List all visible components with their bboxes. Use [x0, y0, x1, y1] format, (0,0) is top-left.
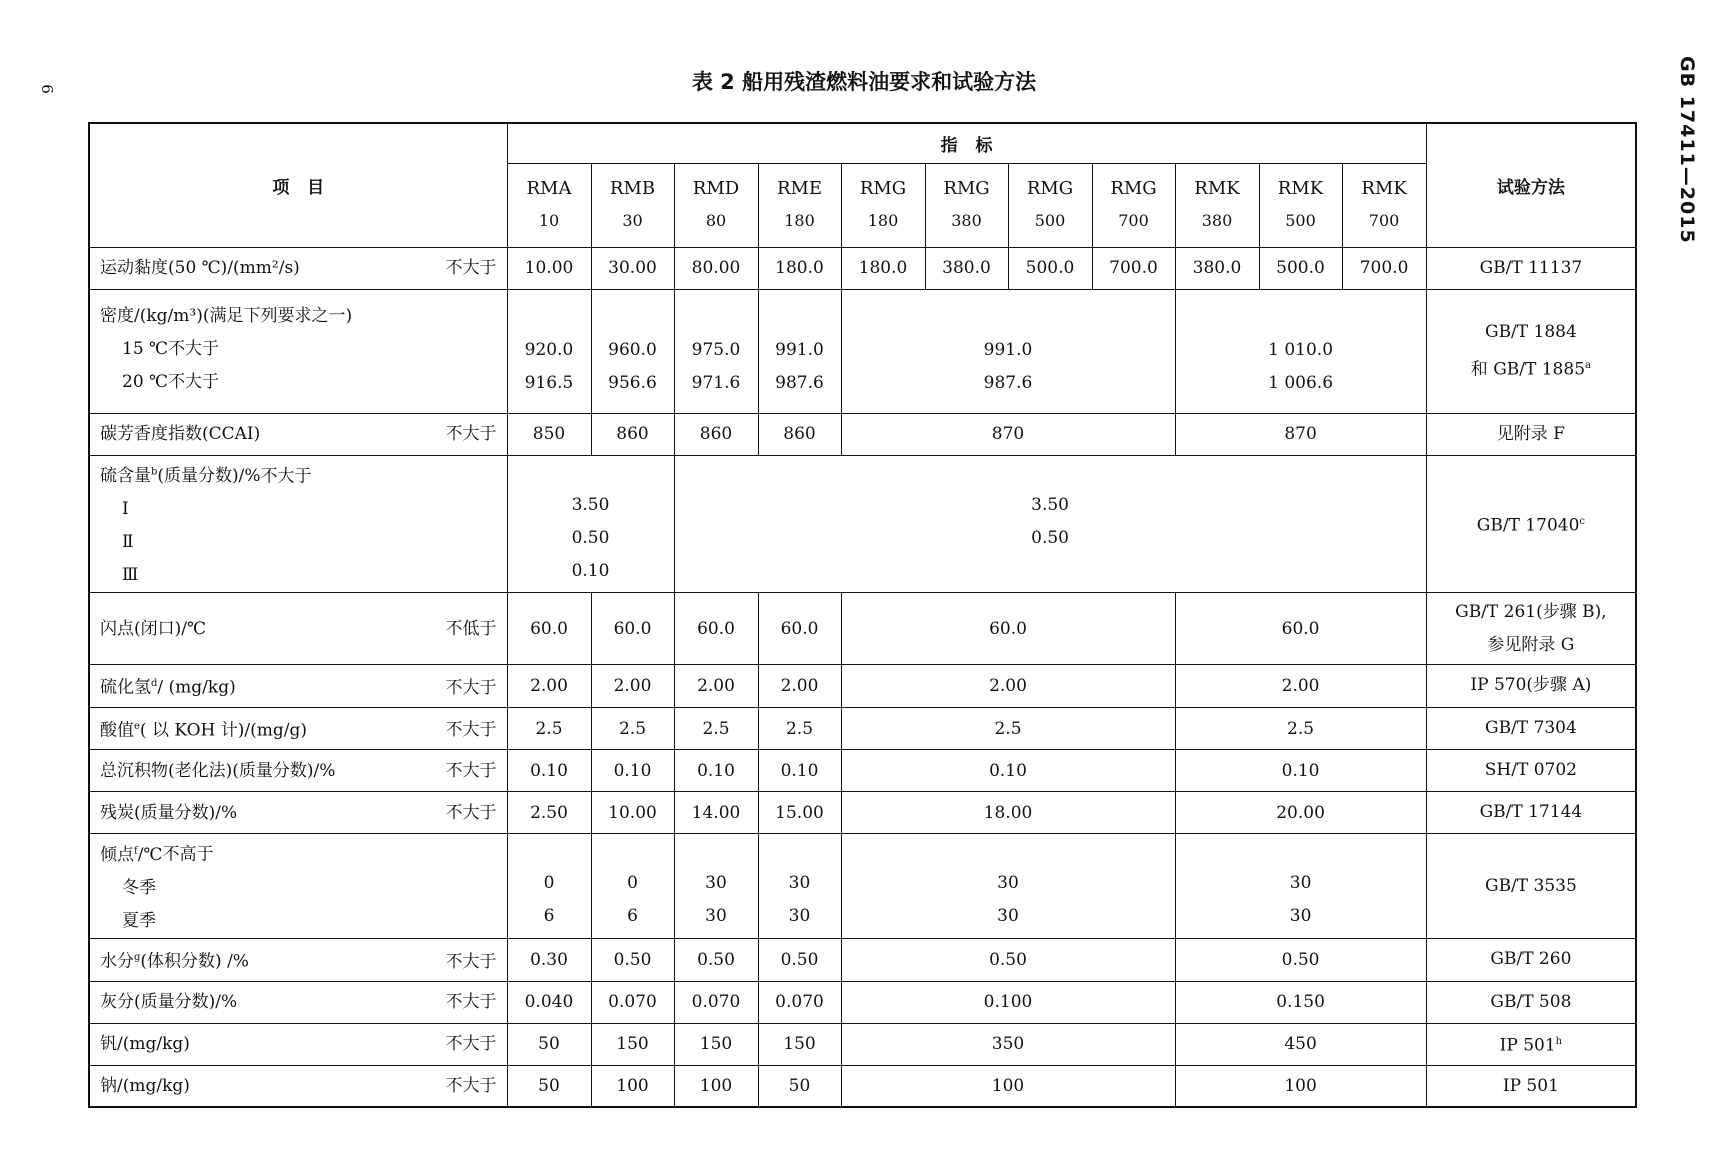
footnote-mark: d — [151, 678, 158, 690]
grade-name: RMK — [1277, 178, 1324, 199]
grade-number: 380 — [1201, 211, 1233, 230]
grade-number: 30 — [622, 211, 643, 230]
value-winter: 30 — [1289, 873, 1312, 894]
value-cell: 2.5 — [841, 707, 1175, 750]
value-cell: 80.00 — [674, 247, 758, 289]
item-label-text: 硫化氢 — [100, 677, 151, 698]
item-cell — [89, 834, 507, 939]
grade-header — [841, 163, 925, 247]
value-summer: 30 — [788, 906, 811, 927]
value-cell: 60.0 — [758, 593, 841, 665]
value-cell: 50 — [507, 1023, 591, 1065]
value-cell: 2.00 — [507, 665, 591, 708]
sulfur-value: 0.10 — [571, 560, 610, 581]
standard-code: GB 17411—2015 — [1676, 56, 1698, 244]
grade-name: RMA — [526, 178, 572, 199]
value-cell: 15.00 — [758, 792, 841, 834]
row-sulfur — [89, 455, 1636, 593]
item-cell — [89, 247, 507, 289]
value-summer: 30 — [1289, 906, 1312, 927]
item-label-text: 水分 — [100, 951, 134, 972]
method-text: GB/T 17040 — [1476, 515, 1580, 536]
grade-number: 10 — [538, 211, 560, 230]
grade-header — [591, 163, 674, 247]
value-cell: 2.5 — [758, 707, 841, 750]
item-label — [100, 939, 249, 981]
item-cell — [89, 289, 507, 413]
row-pour-point — [89, 834, 1636, 939]
value-cell: 0.10 — [1175, 750, 1426, 792]
value-cell — [674, 834, 758, 939]
limit-label: 不大于 — [445, 720, 497, 741]
value-cell: 0.150 — [1175, 981, 1426, 1023]
limit-label: 不大于 — [445, 992, 497, 1013]
value-cell: 500.0 — [1259, 247, 1342, 289]
item-label: 钠/(mg/kg) — [100, 1076, 190, 1097]
value-cell — [841, 289, 1175, 413]
value-cell: 0.070 — [674, 981, 758, 1023]
value-20c: 971.6 — [691, 373, 741, 393]
value-cell: 0.50 — [758, 939, 841, 982]
value-cell: 180.0 — [758, 247, 841, 289]
value-cell: 350 — [841, 1023, 1175, 1065]
method-cell — [1426, 593, 1636, 665]
sub-label-winter: 冬季 — [122, 878, 156, 899]
value-cell: 60.0 — [507, 593, 591, 665]
row-sediment — [89, 750, 1636, 792]
value-summer: 6 — [627, 906, 638, 927]
item-cell — [89, 939, 507, 982]
grade-number: 700 — [1118, 211, 1149, 230]
value-cell: 20.00 — [1175, 792, 1426, 834]
item-label — [100, 708, 307, 750]
value-cell: 2.00 — [674, 665, 758, 708]
item-label — [100, 466, 261, 486]
value-summer: 30 — [997, 906, 1019, 927]
method-line: GB/T 261(步骤 B), — [1455, 601, 1607, 622]
value-winter: 30 — [788, 873, 811, 894]
value-cell — [591, 834, 674, 939]
value-cell: 2.00 — [758, 665, 841, 708]
item-label: 密度/(kg/m³)(满足下列要求之一) — [100, 305, 353, 326]
value-cell: 60.0 — [591, 593, 674, 665]
value-cell: 450 — [1175, 1023, 1426, 1065]
item-label: 碳芳香度指数(CCAI) — [100, 424, 261, 444]
value-cell: 18.00 — [841, 792, 1175, 834]
value-cell: 0.10 — [507, 750, 591, 792]
value-summer: 6 — [543, 906, 555, 927]
grade-name: RMG — [943, 178, 990, 199]
method-cell: GB/T 17144 — [1426, 792, 1636, 834]
footnote-mark: e — [134, 720, 140, 732]
value-cell: 60.0 — [841, 593, 1175, 665]
grade-header — [507, 163, 591, 247]
value-cell: 700.0 — [1092, 247, 1175, 289]
footnote-mark: b — [151, 466, 158, 478]
value-winter: 30 — [705, 873, 727, 894]
method-cell: GB/T 260 — [1426, 939, 1636, 982]
item-label: 运动黏度(50 ℃)/(mm²/s) — [100, 258, 300, 278]
item-label: 钒/(mg/kg) — [100, 1034, 190, 1055]
grade-name: RMB — [609, 178, 656, 199]
value-cell: 380.0 — [925, 247, 1008, 289]
value-20c: 956.6 — [608, 373, 657, 393]
value-cell — [758, 834, 841, 939]
item-label-unit: (质量分数)/% — [157, 466, 261, 487]
item-label-unit: / (mg/kg) — [157, 677, 236, 698]
limit-label: 不大于 — [445, 1076, 497, 1097]
value-cell — [507, 289, 591, 413]
footnote-mark: f — [134, 845, 138, 857]
grade-number: 180 — [867, 211, 899, 230]
value-20c: 916.5 — [524, 373, 574, 393]
value-cell: 100 — [591, 1065, 674, 1107]
item-label: 闪点(闭口)/℃ — [100, 618, 207, 639]
item-cell — [89, 455, 507, 593]
item-label — [100, 665, 236, 707]
spec-table — [88, 122, 1637, 1108]
value-cell: 2.50 — [507, 792, 591, 834]
item-label: 灰分(质量分数)/% — [100, 992, 238, 1013]
sub-label-20c: 20 ℃ — [122, 371, 169, 392]
page-number: 6 — [37, 84, 56, 94]
limit-label: 不大于 — [445, 258, 497, 278]
footnote-mark: g — [134, 952, 141, 964]
value-cell: 500.0 — [1008, 247, 1092, 289]
grade-name: RMG — [859, 178, 907, 199]
row-ash — [89, 981, 1636, 1023]
grade-header — [674, 163, 758, 247]
grade-header — [1342, 163, 1426, 247]
method-cell — [1426, 289, 1636, 413]
sulfur-grade-2: Ⅱ — [122, 532, 134, 553]
value-cell: 0.10 — [841, 750, 1175, 792]
grade-name: RMK — [1194, 178, 1240, 199]
value-cell: 150 — [674, 1023, 758, 1065]
sulfur-value: 0.50 — [571, 527, 610, 548]
limit-label: 不大于 — [445, 760, 497, 781]
value-cell: 0.50 — [674, 939, 758, 982]
item-cell — [89, 1023, 507, 1065]
value-cell: 0.30 — [507, 939, 591, 982]
footnote-mark: a — [1585, 359, 1591, 371]
item-cell — [89, 707, 507, 750]
value-cell: 0.10 — [674, 750, 758, 792]
value-cell — [674, 455, 1426, 593]
item-label: 总沉积物(老化法)(质量分数)/% — [100, 760, 336, 781]
value-cell: 2.5 — [674, 707, 758, 750]
row-sodium — [89, 1065, 1636, 1107]
method-line: GB/T 1884 — [1484, 321, 1577, 342]
grade-name: RME — [776, 178, 823, 199]
grade-number: 80 — [705, 211, 727, 230]
value-cell: 870 — [841, 413, 1175, 455]
value-20c: 1 006.6 — [1268, 373, 1334, 393]
grade-header — [1175, 163, 1259, 247]
row-flash-point — [89, 593, 1636, 665]
value-cell: 2.5 — [507, 707, 591, 750]
method-cell: IP 501 — [1426, 1065, 1636, 1107]
grade-name: RMG — [1026, 178, 1074, 199]
method-text: IP 501 — [1499, 1036, 1556, 1057]
value-cell: 0.10 — [758, 750, 841, 792]
limit-label: 不大于 — [168, 371, 220, 392]
value-cell: 180.0 — [841, 247, 925, 289]
value-cell: 860 — [591, 413, 674, 455]
grade-header — [1092, 163, 1175, 247]
grade-header — [758, 163, 841, 247]
item-label-text: 酸值 — [100, 720, 134, 741]
sulfur-grade-3: Ⅲ — [122, 565, 139, 586]
value-cell: 0.100 — [841, 981, 1175, 1023]
limit-label: 不大于 — [168, 338, 220, 359]
grade-number: 700 — [1368, 211, 1400, 230]
row-vanadium — [89, 1023, 1636, 1065]
item-cell — [89, 665, 507, 708]
row-density — [89, 289, 1636, 413]
value-cell: 860 — [674, 413, 758, 455]
item-cell — [89, 413, 507, 455]
limit-label: 不高于 — [162, 845, 214, 866]
limit-label: 不低于 — [445, 618, 497, 639]
item-cell — [89, 792, 507, 834]
value-cell — [1175, 289, 1426, 413]
method-cell: GB/T 7304 — [1426, 707, 1636, 750]
item-label: 残炭(质量分数)/% — [100, 802, 238, 823]
value-cell: 14.00 — [674, 792, 758, 834]
method-cell: GB/T 3535 — [1426, 834, 1636, 939]
value-20c: 987.6 — [775, 373, 824, 393]
value-cell: 100 — [1175, 1065, 1426, 1107]
method-cell: IP 570(步骤 A) — [1426, 665, 1636, 708]
method-line: 参见附录 G — [1487, 634, 1575, 655]
sub-label-15c: 15 ℃ — [122, 338, 169, 359]
row-acid-number — [89, 707, 1636, 750]
value-cell: 850 — [507, 413, 591, 455]
limit-label: 不大于 — [445, 1034, 497, 1055]
limit-label: 不大于 — [445, 802, 497, 823]
value-cell: 100 — [674, 1065, 758, 1107]
value-cell: 2.00 — [841, 665, 1175, 708]
method-line — [1427, 349, 1636, 387]
footnote-mark: h — [1555, 1036, 1563, 1048]
limit-label: 不大于 — [445, 951, 497, 972]
header-row-1 — [89, 123, 1636, 163]
method-cell — [1426, 455, 1636, 593]
value-cell: 10.00 — [507, 247, 591, 289]
value-15c: 1 010.0 — [1268, 340, 1334, 360]
limit-label: 不大于 — [445, 424, 497, 444]
value-cell: 0.50 — [591, 939, 674, 982]
table-title: 表 2 船用残渣燃料油要求和试验方法 — [691, 70, 1037, 94]
value-15c: 991.0 — [983, 340, 1033, 360]
value-cell: 60.0 — [1175, 593, 1426, 665]
item-cell — [89, 750, 507, 792]
limit-label: 不大于 — [445, 677, 497, 698]
value-cell: 700.0 — [1342, 247, 1426, 289]
value-cell: 0.50 — [1175, 939, 1426, 982]
value-cell: 100 — [841, 1065, 1175, 1107]
item-label-text: 硫含量 — [100, 466, 151, 487]
method-text: 和 GB/T 1885 — [1470, 359, 1586, 380]
row-ccai — [89, 413, 1636, 455]
value-cell: 50 — [507, 1065, 591, 1107]
value-cell — [1175, 834, 1426, 939]
header-item: 项 目 — [89, 123, 507, 247]
row-viscosity — [89, 247, 1636, 289]
value-cell: 870 — [1175, 413, 1426, 455]
value-cell: 0.070 — [758, 981, 841, 1023]
sulfur-value: 3.50 — [571, 494, 610, 515]
value-cell: 0.10 — [591, 750, 674, 792]
grade-number: 500 — [1034, 211, 1066, 230]
value-cell: 2.5 — [591, 707, 674, 750]
value-cell: 50 — [758, 1065, 841, 1107]
item-cell — [89, 593, 507, 665]
value-cell: 10.00 — [591, 792, 674, 834]
value-cell — [507, 455, 674, 593]
value-20c: 987.6 — [983, 373, 1033, 393]
item-label-unit: (体积分数) /% — [140, 951, 249, 972]
footnote-mark: c — [1579, 516, 1585, 527]
value-summer: 30 — [705, 906, 727, 927]
method-cell: 见附录 F — [1426, 413, 1636, 455]
value-winter: 0 — [627, 873, 638, 894]
item-label-text: 倾点 — [100, 845, 134, 866]
item-label-unit: /℃ — [137, 845, 163, 866]
sub-label-summer: 夏季 — [122, 911, 156, 932]
value-cell: 0.50 — [841, 939, 1175, 982]
item-label-unit: ( 以 KOH 计)/(mg/g) — [139, 720, 308, 741]
grade-number: 180 — [784, 211, 815, 230]
value-cell: 150 — [591, 1023, 674, 1065]
sulfur-value: 0.50 — [1031, 527, 1069, 548]
value-cell: 2.5 — [1175, 707, 1426, 750]
item-label — [100, 845, 162, 865]
value-15c: 975.0 — [691, 340, 741, 360]
row-carbon-residue — [89, 792, 1636, 834]
value-15c: 920.0 — [524, 340, 574, 360]
value-cell: 2.00 — [591, 665, 674, 708]
sulfur-value: 3.50 — [1031, 494, 1069, 515]
row-h2s — [89, 665, 1636, 708]
grade-name: RMG — [1110, 178, 1157, 199]
value-cell: 2.00 — [1175, 665, 1426, 708]
method-cell: GB/T 11137 — [1426, 247, 1636, 289]
grade-name: RMK — [1361, 178, 1407, 199]
grade-name: RMD — [692, 178, 740, 199]
grade-header — [1008, 163, 1092, 247]
value-cell: 0.070 — [591, 981, 674, 1023]
value-cell: 0.040 — [507, 981, 591, 1023]
value-cell — [507, 834, 591, 939]
grade-number: 500 — [1285, 211, 1316, 230]
header-method: 试验方法 — [1426, 123, 1636, 247]
method-cell: SH/T 0702 — [1426, 750, 1636, 792]
value-cell: 380.0 — [1175, 247, 1259, 289]
value-cell — [674, 289, 758, 413]
sulfur-grade-1: Ⅰ — [122, 499, 129, 520]
value-cell: 860 — [758, 413, 841, 455]
item-cell — [89, 981, 507, 1023]
value-winter: 0 — [543, 873, 555, 894]
method-cell — [1426, 1023, 1636, 1065]
value-cell — [841, 834, 1175, 939]
grade-header — [925, 163, 1008, 247]
value-cell: 150 — [758, 1023, 841, 1065]
row-water — [89, 939, 1636, 982]
value-15c: 991.0 — [775, 340, 824, 360]
value-cell: 60.0 — [674, 593, 758, 665]
value-cell — [758, 289, 841, 413]
item-cell — [89, 1065, 507, 1107]
header-zhibiao: 指标 — [507, 123, 1426, 163]
value-15c: 960.0 — [608, 340, 657, 360]
value-cell: 30.00 — [591, 247, 674, 289]
method-cell: GB/T 508 — [1426, 981, 1636, 1023]
grade-number: 380 — [951, 211, 982, 230]
value-cell — [591, 289, 674, 413]
grade-header — [1259, 163, 1342, 247]
value-winter: 30 — [997, 873, 1019, 894]
limit-label: 不大于 — [260, 466, 312, 487]
